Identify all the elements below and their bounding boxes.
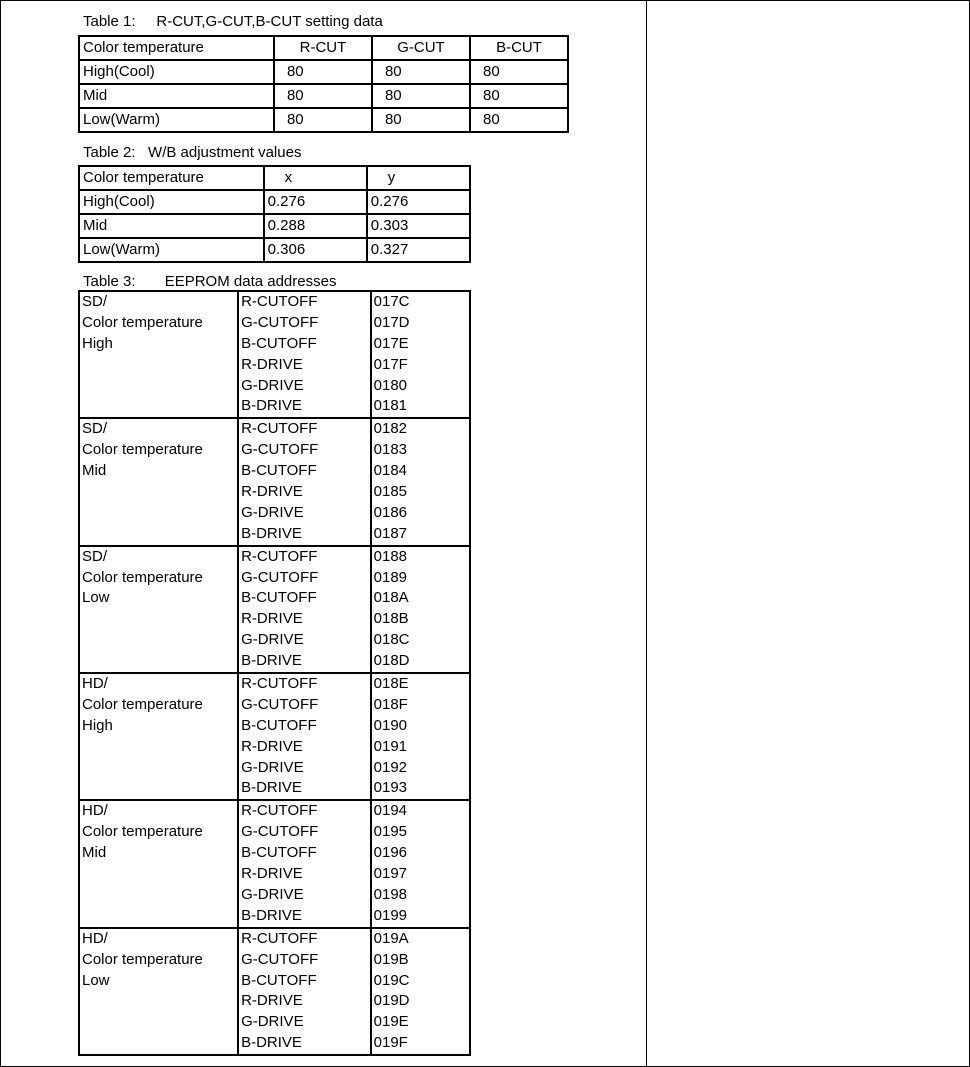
item-name: R-DRIVE — [241, 992, 303, 1010]
group-label-cell — [79, 291, 238, 418]
address-value: 0193 — [373, 779, 408, 797]
table-row — [79, 418, 470, 545]
item-name: R-CUTOFF — [241, 420, 318, 438]
table-row — [79, 190, 470, 214]
address-value: 0190 — [373, 716, 408, 734]
address-value: 019D — [373, 992, 410, 1010]
table-cell: 80 — [372, 60, 470, 84]
address-value: 0191 — [373, 737, 408, 755]
item-name: R-DRIVE — [241, 737, 303, 755]
group-level: Mid — [82, 462, 107, 480]
group-mode: HD/ — [82, 802, 108, 820]
address-value: 018F — [373, 695, 408, 713]
group-level: High — [82, 716, 113, 734]
address-value: 0199 — [373, 906, 408, 924]
table-cell: 80 — [470, 108, 568, 132]
table-row — [79, 108, 568, 132]
address-value: 0180 — [373, 376, 408, 394]
table-cell: 80 — [274, 84, 372, 108]
table3-body — [79, 291, 470, 1055]
item-name: B-DRIVE — [241, 652, 302, 670]
item-name: G-CUTOFF — [241, 568, 319, 586]
address-cell — [371, 800, 470, 927]
group-label-cell — [79, 928, 238, 1055]
address-value: 019C — [373, 971, 410, 989]
table-cell: 0.306 — [264, 238, 367, 262]
item-name: R-DRIVE — [241, 355, 303, 373]
address-value: 019F — [373, 1034, 408, 1052]
header-cell: R-CUT — [274, 36, 372, 60]
address-cell — [371, 546, 470, 673]
group-level: Low — [82, 971, 110, 989]
table-cell: 80 — [470, 60, 568, 84]
group-mode: SD/ — [82, 420, 108, 438]
address-value: 0186 — [373, 503, 408, 521]
table-row — [79, 291, 470, 418]
address-cell — [371, 291, 470, 418]
item-cell — [238, 800, 371, 927]
item-name: R-CUTOFF — [241, 675, 318, 693]
column-divider — [646, 0, 647, 1067]
item-name: G-CUTOFF — [241, 823, 319, 841]
table-row — [79, 238, 470, 262]
address-cell — [371, 418, 470, 545]
address-value: 0194 — [373, 802, 408, 820]
table2-caption: Table 2: W/B adjustment values — [83, 144, 302, 161]
group-label-cell — [79, 673, 238, 800]
address-value: 0189 — [373, 568, 408, 586]
header-cell: Color temperature — [79, 166, 264, 190]
row-label: Low(Warm) — [79, 238, 264, 262]
table-cell: 0.327 — [367, 238, 470, 262]
item-name: B-CUTOFF — [241, 462, 317, 480]
table-cell: 80 — [470, 84, 568, 108]
table-row — [79, 673, 470, 800]
header-cell: Color temperature — [79, 36, 274, 60]
row-label: Mid — [79, 214, 264, 238]
table1-caption: Table 1: R-CUT,G-CUT,B-CUT setting data — [83, 13, 383, 30]
group-level: Low — [82, 589, 110, 607]
address-value: 0196 — [373, 844, 408, 862]
table-header-row — [79, 36, 568, 60]
table-header-row — [79, 166, 470, 190]
item-name: R-CUTOFF — [241, 293, 318, 310]
address-value: 0183 — [373, 441, 408, 459]
address-value: 019B — [373, 950, 409, 968]
item-name: R-CUTOFF — [241, 929, 318, 947]
group-mode: SD/ — [82, 547, 108, 565]
group-level: High — [82, 334, 113, 352]
item-name: G-CUTOFF — [241, 441, 319, 459]
group-mode: HD/ — [82, 929, 108, 947]
header-cell: x — [264, 166, 367, 190]
address-value: 018A — [373, 589, 409, 607]
item-name: R-CUTOFF — [241, 802, 318, 820]
address-value: 0197 — [373, 865, 408, 883]
address-value: 0187 — [373, 524, 408, 542]
group-label: Color temperature — [82, 441, 203, 459]
address-value: 017F — [373, 355, 408, 373]
item-name: B-CUTOFF — [241, 589, 317, 607]
item-name: G-DRIVE — [241, 631, 304, 649]
table-cell: 0.288 — [264, 214, 367, 238]
group-label-cell — [79, 800, 238, 927]
address-value: 019A — [373, 929, 409, 947]
address-value: 0198 — [373, 885, 408, 903]
item-name: B-CUTOFF — [241, 716, 317, 734]
group-label: Color temperature — [82, 568, 203, 586]
item-name: G-DRIVE — [241, 376, 304, 394]
group-mode: SD/ — [82, 293, 108, 310]
address-value: 018B — [373, 610, 409, 628]
address-value: 0192 — [373, 758, 408, 776]
address-value: 018E — [373, 675, 409, 693]
group-level: Mid — [82, 844, 107, 862]
address-value: 0188 — [373, 547, 408, 565]
table-row — [79, 800, 470, 927]
address-value: 0184 — [373, 462, 408, 480]
item-name: B-DRIVE — [241, 1034, 302, 1052]
item-name: R-CUTOFF — [241, 547, 318, 565]
item-name: G-DRIVE — [241, 758, 304, 776]
table-row — [79, 60, 568, 84]
item-name: B-DRIVE — [241, 779, 302, 797]
address-value: 0182 — [373, 420, 408, 438]
item-name: B-DRIVE — [241, 524, 302, 542]
item-name: G-CUTOFF — [241, 313, 319, 331]
item-name: G-DRIVE — [241, 1013, 304, 1031]
group-label: Color temperature — [82, 950, 203, 968]
group-label-cell — [79, 418, 238, 545]
header-cell: G-CUT — [372, 36, 470, 60]
table-row — [79, 928, 470, 1055]
group-label: Color temperature — [82, 823, 203, 841]
table-cell: 80 — [274, 60, 372, 84]
table-cell: 0.303 — [367, 214, 470, 238]
address-value: 0181 — [373, 397, 408, 415]
table3-caption: Table 3: EEPROM data addresses — [83, 273, 337, 290]
table-cell: 0.276 — [264, 190, 367, 214]
group-mode: HD/ — [82, 675, 108, 693]
table3-eeprom-addresses — [78, 290, 471, 1056]
item-name: R-DRIVE — [241, 610, 303, 628]
header-cell: B-CUT — [470, 36, 568, 60]
table-cell: 80 — [372, 108, 470, 132]
address-cell — [371, 928, 470, 1055]
address-value: 018D — [373, 652, 410, 670]
item-name: G-CUTOFF — [241, 950, 319, 968]
group-label: Color temperature — [82, 313, 203, 331]
item-cell — [238, 291, 371, 418]
address-value: 019E — [373, 1013, 409, 1031]
item-name: B-DRIVE — [241, 906, 302, 924]
item-cell — [238, 546, 371, 673]
item-cell — [238, 928, 371, 1055]
table-row — [79, 546, 470, 673]
address-cell — [371, 673, 470, 800]
table-cell: 80 — [274, 108, 372, 132]
item-name: G-DRIVE — [241, 503, 304, 521]
table2-wb-values — [78, 165, 471, 263]
group-label-cell — [79, 546, 238, 673]
header-cell: y — [367, 166, 470, 190]
row-label: Mid — [79, 84, 274, 108]
row-label: Low(Warm) — [79, 108, 274, 132]
table-cell: 80 — [372, 84, 470, 108]
table-row — [79, 84, 568, 108]
item-cell — [238, 418, 371, 545]
item-name: B-CUTOFF — [241, 971, 317, 989]
address-value: 0185 — [373, 483, 408, 501]
row-label: High(Cool) — [79, 190, 264, 214]
table-row — [79, 214, 470, 238]
item-name: B-DRIVE — [241, 397, 302, 415]
item-name: B-CUTOFF — [241, 844, 317, 862]
group-label: Color temperature — [82, 695, 203, 713]
address-value: 017E — [373, 334, 409, 352]
table-cell: 0.276 — [367, 190, 470, 214]
item-name: B-CUTOFF — [241, 334, 317, 352]
address-value: 017D — [373, 313, 410, 331]
address-value: 018C — [373, 631, 410, 649]
address-value: 017C — [373, 293, 410, 310]
item-name: R-DRIVE — [241, 483, 303, 501]
table1-cut-settings — [78, 35, 569, 133]
address-value: 0195 — [373, 823, 408, 841]
item-name: G-DRIVE — [241, 885, 304, 903]
item-name: G-CUTOFF — [241, 695, 319, 713]
row-label: High(Cool) — [79, 60, 274, 84]
item-name: R-DRIVE — [241, 865, 303, 883]
item-cell — [238, 673, 371, 800]
